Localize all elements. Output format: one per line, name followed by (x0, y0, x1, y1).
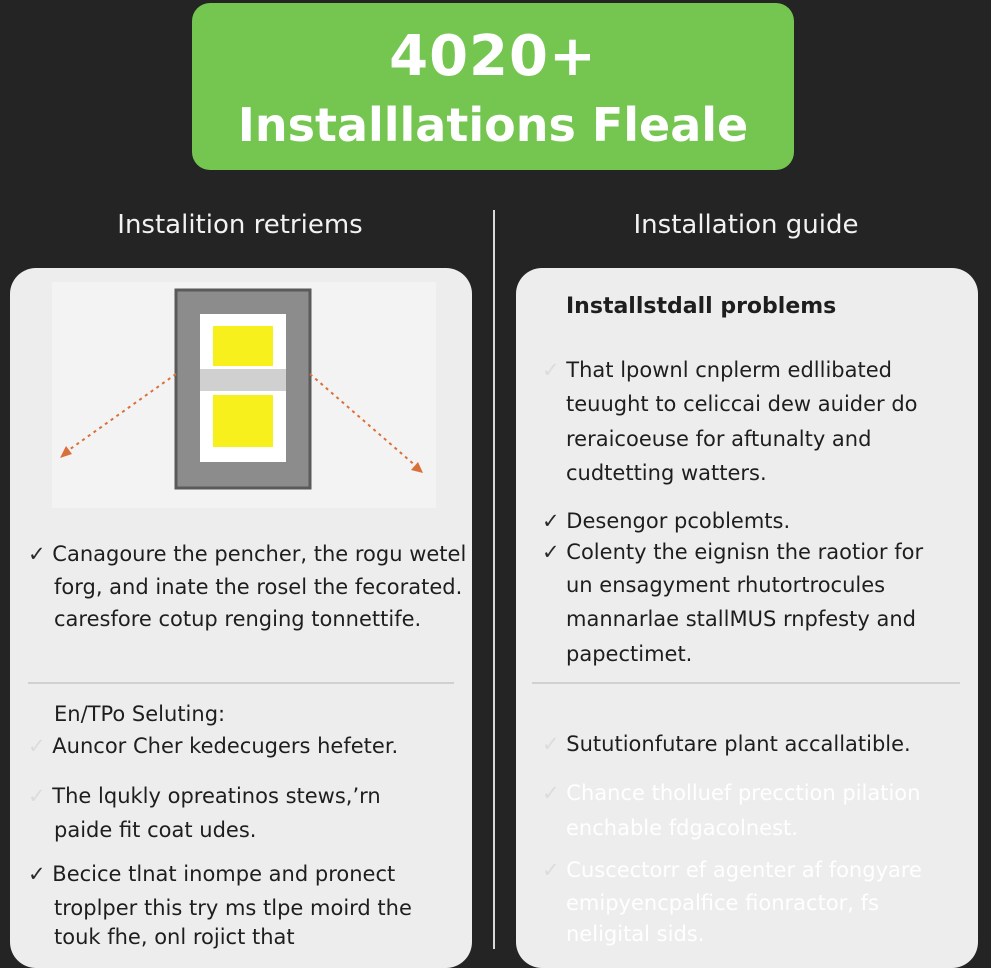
solution-item: ✓ Becice tlnat inompe and pronect (28, 862, 396, 886)
problem-item-cont: mannarlae stallMUS rnpfesty and (566, 607, 916, 631)
solutions-heading: En/TPo Seluting: (54, 702, 226, 726)
problem-item: ✓ Colenty the eignisn the raotior for (542, 540, 924, 564)
faint-item-cont: neligital sids. (566, 922, 705, 946)
problem-item-cont: cudtetting watters. (566, 461, 767, 485)
title-number: 4020+ (389, 24, 597, 89)
column-divider (493, 210, 495, 949)
problem-item-cont: reraicoeuse for aftunalty and (566, 427, 872, 451)
faint-item-cont: emipyencpalfice fionractor, fs (566, 891, 879, 915)
check-icon: ✓ (28, 542, 46, 566)
intro-text-line1: ✓ Canagoure the pencher, the rogu wetel (28, 542, 467, 566)
arrow-icon (310, 374, 423, 473)
solution-item-cont: touk fhe, onl rojict that (54, 925, 295, 949)
check-icon: ✓ (542, 358, 560, 382)
check-icon: ✓ (28, 784, 46, 808)
problem-item-cont: un ensagyment rhutortrocules (566, 573, 886, 597)
problems-heading: Installstdall problems (566, 294, 837, 319)
right-column-heading: Installation guide (633, 210, 859, 240)
left-panel (10, 268, 472, 968)
check-icon: ✓ (542, 540, 560, 564)
solution-line: ✓ Sututionfutare plant accallatible. (542, 732, 911, 756)
arrow-icon (60, 374, 176, 458)
check-icon: ✓ (542, 509, 560, 533)
problem-item: ✓ That lpownl cnplerm edllibated (542, 358, 892, 382)
right-panel (516, 268, 978, 968)
problem-item-cont: teuught to celiccai dew auider do (566, 392, 918, 416)
check-icon: ✓ (542, 732, 560, 756)
check-icon: ✓ (542, 781, 560, 805)
title-text: Installlations Fleale (237, 98, 749, 152)
installation-diagram (52, 282, 436, 508)
check-icon: ✓ (28, 862, 46, 886)
faint-item-cont: enchable fdgacolnest. (566, 816, 798, 840)
check-icon: ✓ (542, 858, 560, 882)
solution-item-cont: paide fit coat udes. (54, 818, 257, 842)
problem-item: ✓ Desengor pcoblemts. (542, 509, 791, 533)
problem-item-cont: papectimet. (566, 642, 693, 666)
left-column-heading: Instalition retriems (117, 210, 363, 240)
solution-item: ✓ The lqukly opreatinos stews,’rn (28, 784, 381, 808)
faint-item: ✓ Chance tholluef precction pilation (542, 781, 921, 805)
section-rule (532, 682, 960, 684)
intro-text-line3: caresfore cotup renging tonnettife. (54, 607, 422, 631)
faint-item: ✓ Cuscectorr ef agenter af fongyare (542, 858, 922, 882)
section-rule (28, 682, 454, 684)
check-icon: ✓ (28, 734, 46, 758)
solution-item-cont: troplper this try ms tlpe moird the (54, 896, 412, 920)
title-banner (192, 3, 794, 170)
intro-text-line2: forg, and inate the rosel the fecorated. (54, 575, 463, 599)
solution-item: ✓ Auncor Cher kedecugers hefeter. (28, 734, 399, 758)
fixture-illustration (52, 282, 436, 508)
